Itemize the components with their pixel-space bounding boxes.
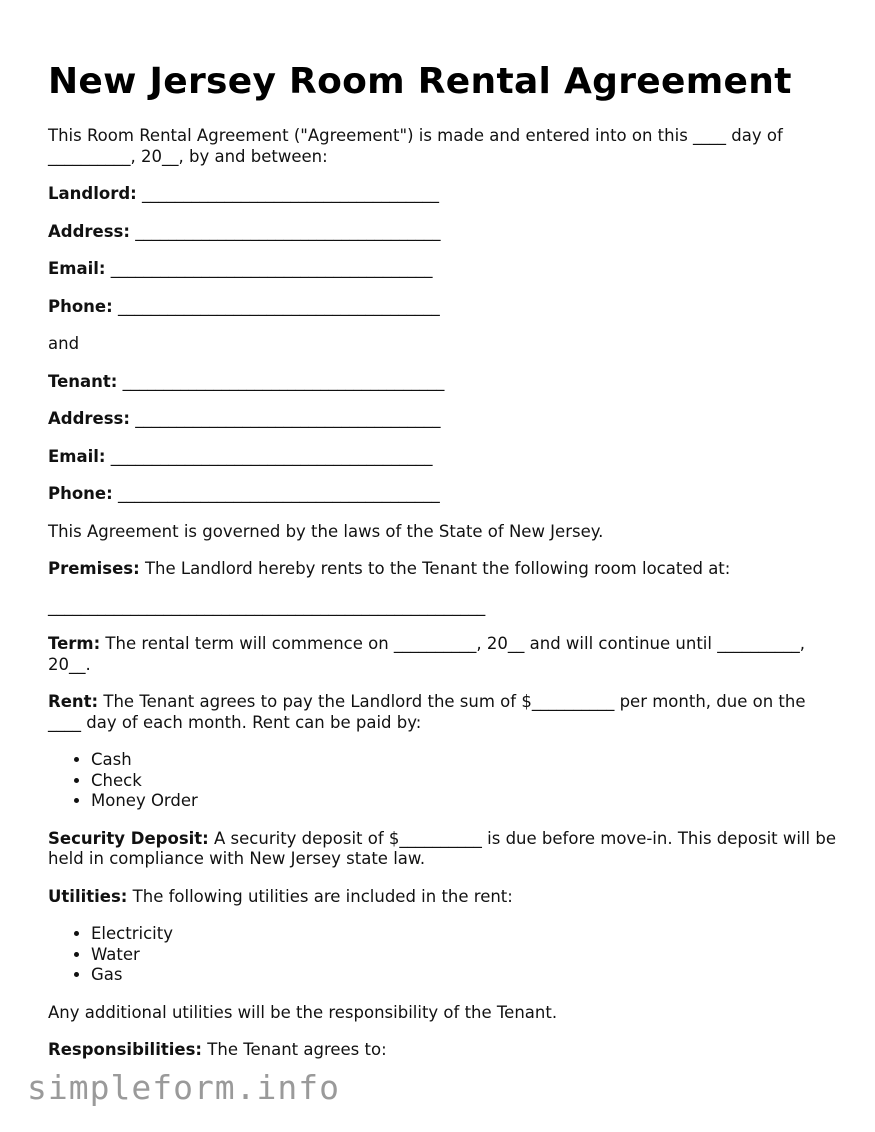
document-page <box>48 58 838 1061</box>
landlord-name-label: Landlord: <box>48 184 137 203</box>
tenant-address-line <box>48 409 838 430</box>
intro-paragraph: This Room Rental Agreement ("Agreement") is made and entered into on this ____ day of __________, 20__, by and between: <box>48 126 783 166</box>
governing-law-paragraph: This Agreement is governed by the laws of the State of New Jersey. <box>48 521 604 541</box>
rent-text: The Tenant agrees to pay the Landlord the sum of $__________ per month, due on the ____ day of each month. Rent can be paid by: <box>48 692 806 732</box>
tenant-phone-blank: _______________________________________ <box>112 484 440 503</box>
landlord-phone-blank: _______________________________________ <box>112 296 440 316</box>
landlord-address-line <box>48 222 838 243</box>
landlord-phone-label: Phone: <box>48 296 113 316</box>
landlord-email-label: Email: <box>48 259 106 278</box>
page-title: New Jersey Room Rental Agreement <box>48 61 792 102</box>
landlord-name-line <box>48 184 838 205</box>
utilities-paragraph <box>48 887 838 908</box>
rent-paragraph <box>48 692 838 733</box>
responsibilities-label: Responsibilities: <box>48 1040 203 1059</box>
premises-text: The Landlord hereby rents to the Tenant the following room located at: <box>139 559 731 578</box>
term-paragraph <box>48 634 838 675</box>
premises-label: Premises: <box>48 559 140 578</box>
security-deposit-label: Security Deposit: <box>48 828 209 848</box>
landlord-phone-line <box>48 297 838 318</box>
utilities-label: Utilities: <box>48 886 128 906</box>
responsibilities-text: The Tenant agrees to: <box>202 1040 387 1059</box>
tenant-name-label: Tenant: <box>48 371 118 391</box>
additional-utilities-note: Any additional utilities will be the responsibility of the Tenant. <box>48 1002 558 1022</box>
tenant-email-line <box>48 447 838 468</box>
tenant-address-label: Address: <box>48 409 130 428</box>
list-item: • Cash <box>91 750 838 771</box>
tenant-phone-line <box>48 484 838 505</box>
and-text: and <box>48 334 80 353</box>
security-deposit-text: A security deposit of $__________ is due before move-in. This deposit will be held in compliance with New Jersey state law. <box>48 828 836 868</box>
landlord-email-line <box>48 259 838 280</box>
list-item: • Electricity <box>91 924 838 945</box>
landlord-name-blank: ____________________________________ <box>136 184 439 203</box>
landlord-address-blank: _____________________________________ <box>129 221 441 241</box>
list-item: • Check <box>91 771 838 792</box>
landlord-address-label: Address: <box>48 221 130 241</box>
list-item: • Water <box>91 945 838 966</box>
term-label: Term: <box>48 634 101 653</box>
premises-paragraph <box>48 559 838 580</box>
list-item: • Gas <box>91 965 838 986</box>
watermark-text: simpleform.info <box>27 1068 341 1107</box>
premises-address-blank: _____________________________________________________ <box>48 596 486 616</box>
tenant-name-line <box>48 372 838 393</box>
tenant-email-blank: _______________________________________ <box>105 446 433 466</box>
tenant-email-label: Email: <box>48 446 106 466</box>
list-item: • Money Order <box>91 791 838 812</box>
tenant-phone-label: Phone: <box>48 484 113 503</box>
responsibilities-paragraph <box>48 1040 838 1061</box>
landlord-email-blank: _______________________________________ <box>105 259 433 278</box>
utilities-text: The following utilities are included in the rent: <box>127 886 513 906</box>
rent-label: Rent: <box>48 692 99 711</box>
tenant-address-blank: _____________________________________ <box>129 409 441 428</box>
term-text: The rental term will commence on __________, 20__ and will continue until __________, 20__. <box>48 634 805 674</box>
utilities-list <box>48 924 838 986</box>
tenant-name-blank: _______________________________________ <box>117 371 445 391</box>
security-deposit-paragraph <box>48 829 838 870</box>
payment-methods-list <box>48 750 838 812</box>
